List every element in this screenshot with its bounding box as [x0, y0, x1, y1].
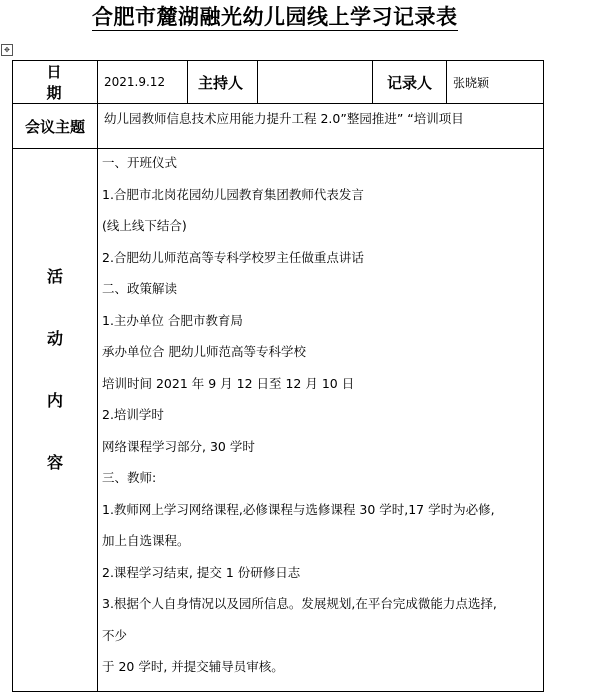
activity-label-char: 内	[46, 391, 63, 410]
content-line: 2.培训学时	[102, 407, 164, 422]
content-line: 网络课程学习部分, 30 学时	[102, 438, 255, 454]
activity-label-char: 容	[46, 453, 63, 472]
recorder-value[interactable]: 张晓颖	[447, 61, 544, 104]
content-line: 2.课程学习结束, 提交 1 份研修日志	[102, 564, 301, 580]
record-table	[12, 60, 544, 692]
activity-row	[13, 149, 544, 692]
content-line: 一、开班仪式	[102, 155, 178, 170]
content-line: 2.合肥幼儿师范高等专科学校罗主任做重点讲话	[102, 249, 364, 265]
content-line: 培训时间 2021 年 9 月 12 日至 12 月 10 日	[102, 375, 355, 391]
content-line: 承办单位合 肥幼儿师范高等专科学校	[102, 344, 306, 359]
content-line: 1.合肥市北岗花园幼儿园教育集团教师代表发言	[102, 186, 364, 202]
topic-row	[13, 104, 544, 149]
content-line: 二、政策解读	[102, 281, 178, 296]
recorder-label: 记录人	[373, 61, 447, 104]
activity-label-char: 动	[46, 329, 63, 348]
document-title: 合肥市麓湖融光幼儿园线上学习记录表	[92, 5, 458, 29]
topic-label: 会议主题	[13, 104, 98, 149]
content-line: 三、教师:	[102, 470, 157, 485]
content-line: 于 20 学时, 并提交辅导员审核。	[102, 659, 284, 674]
content-line: (线上线下结合)	[102, 218, 187, 233]
date-label: 日 期	[13, 61, 98, 104]
topic-value[interactable]: 幼儿园教师信息技术应用能力提升工程 2.0”整园推进” “培训项目	[98, 104, 544, 149]
content-line: 1.主办单位 合肥市教育局	[102, 312, 243, 328]
host-value[interactable]	[258, 61, 373, 104]
activity-label-char: 活	[46, 267, 63, 286]
date-row	[13, 61, 544, 104]
table-move-handle-icon[interactable]: ✥	[1, 44, 13, 56]
content-line: 不少	[102, 627, 128, 643]
date-value[interactable]: 2021.9.12	[98, 61, 188, 104]
activity-label	[13, 149, 98, 692]
content-line: 加上自选课程。	[102, 533, 190, 548]
host-label: 主持人	[188, 61, 258, 104]
activity-content[interactable]	[98, 149, 544, 692]
content-line: 1.教师网上学习网络课程,必修课程与选修课程 30 学时,17 学时为必修,	[102, 501, 495, 517]
content-line: 3.根据个人自身情况以及园所信息。发展规划,在平台完成微能力点选择,	[102, 596, 497, 611]
